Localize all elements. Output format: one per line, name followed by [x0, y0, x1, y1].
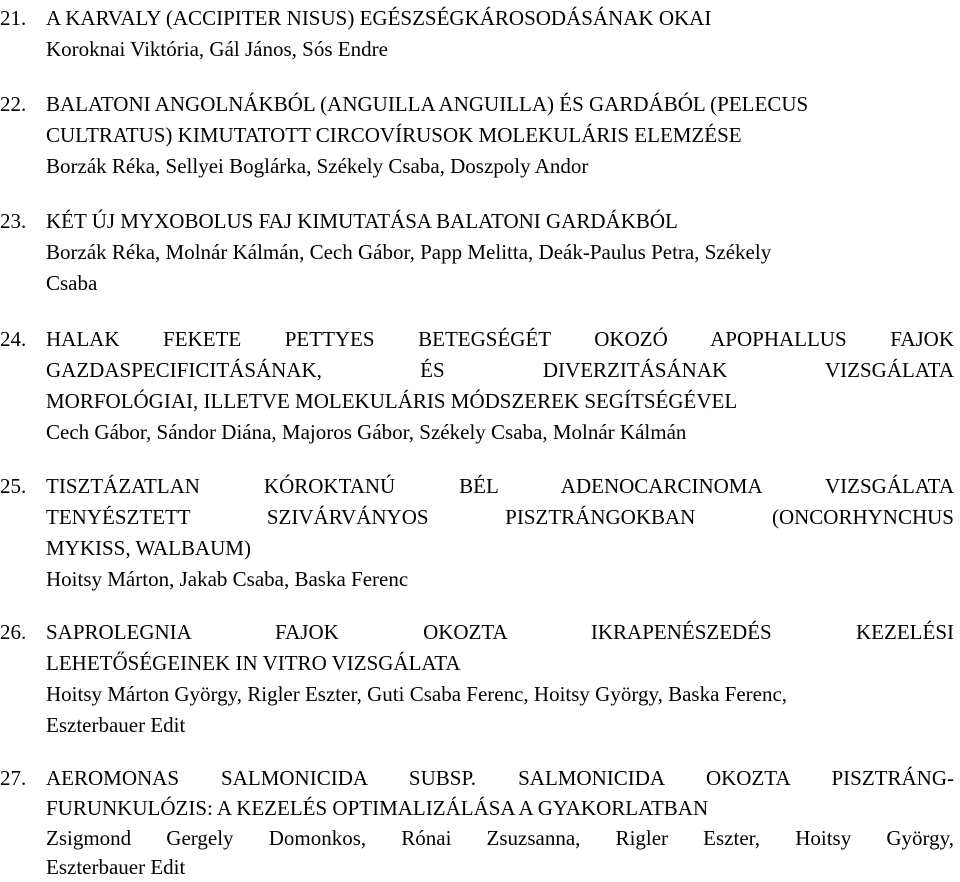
entry-title: BALATONI ANGOLNÁKBÓL (ANGUILLA ANGUILLA) ÉS GARDÁBÓL (PELECUS — [46, 92, 809, 116]
entry-title-line — [0, 617, 954, 647]
entry-authors: Zsigmond Gergely Domonkos, Rónai Zsuzsanna, Rigler Eszter, Hoitsy György, — [46, 826, 954, 850]
entry-number: 26. — [0, 620, 27, 644]
entry-title: SAPROLEGNIA FAJOK OKOZTA IKRAPENÉSZEDÉS KEZELÉSI — [46, 620, 954, 644]
entry-authors: Koroknai Viktória, Gál János, Sós Endre — [46, 37, 388, 61]
entry-title-line — [0, 763, 954, 793]
entry-authors: Borzák Réka, Molnár Kálmán, Cech Gábor, Papp Melitta, Deák-Paulus Petra, Székely — [46, 240, 772, 264]
entry-authors: Eszterbauer Edit — [46, 855, 186, 879]
entry-title-line: TENYÉSZTETT SZIVÁRVÁNYOS PISZTRÁNGOKBAN (ONCORHYNCHUS — [46, 505, 954, 529]
entry-title: HALAK FEKETE PETTYES BETEGSÉGÉT OKOZÓ APOPHALLUS FAJOK — [46, 327, 954, 351]
entry-title-line — [0, 3, 954, 33]
entry-title-line: GAZDASPECIFICITÁSÁNAK, ÉS DIVERZITÁSÁNAK VIZSGÁLATA — [46, 358, 954, 382]
entry-number: 24. — [0, 327, 27, 351]
entry-title: AEROMONAS SALMONICIDA SUBSP. SALMONICIDA OKOZTA PISZTRÁNG- — [46, 766, 954, 790]
entry-authors: Eszterbauer Edit — [46, 713, 186, 737]
entry-title-line — [0, 471, 954, 501]
entry-authors: Hoitsy Márton György, Rigler Eszter, Guti Csaba Ferenc, Hoitsy György, Baska Ferenc, — [46, 682, 788, 706]
entry-title-line: FURUNKULÓZIS: A KEZELÉS OPTIMALIZÁLÁSA A GYAKORLATBAN — [46, 796, 709, 820]
entry-authors: Cech Gábor, Sándor Diána, Majoros Gábor, Székely Csaba, Molnár Kálmán — [46, 420, 687, 444]
entry-title-line — [0, 89, 954, 119]
entry-number: 21. — [0, 6, 27, 30]
entry-number: 25. — [0, 474, 27, 498]
entry-number: 23. — [0, 209, 27, 233]
entry-title-line — [0, 206, 954, 236]
entry-title-line: MORFOLÓGIAI, ILLETVE MOLEKULÁRIS MÓDSZEREK SEGÍTSÉGÉVEL — [46, 389, 738, 413]
entry-title: A KARVALY (ACCIPITER NISUS) EGÉSZSÉGKÁROSODÁSÁNAK OKAI — [46, 6, 712, 30]
entry-authors: Borzák Réka, Sellyei Boglárka, Székely Csaba, Doszpoly Andor — [46, 154, 589, 178]
entry-number: 22. — [0, 92, 27, 116]
entry-authors: Hoitsy Márton, Jakab Csaba, Baska Ferenc — [46, 567, 409, 591]
entry-title-line: LEHETŐSÉGEINEK IN VITRO VIZSGÁLATA — [46, 651, 461, 675]
entry-title-line — [0, 324, 954, 354]
entry-title-line: CULTRATUS) KIMUTATOTT CIRCOVÍRUSOK MOLEKULÁRIS ELEMZÉSE — [46, 123, 742, 147]
entry-title-line: MYKISS, WALBAUM) — [46, 536, 251, 560]
entry-authors: Csaba — [46, 271, 98, 295]
entry-title: KÉT ÚJ MYXOBOLUS FAJ KIMUTATÁSA BALATONI GARDÁKBÓL — [46, 209, 678, 233]
entry-number: 27. — [0, 766, 27, 790]
entry-title: TISZTÁZATLAN KÓROKTANÚ BÉL ADENOCARCINOMA VIZSGÁLATA — [46, 474, 954, 498]
